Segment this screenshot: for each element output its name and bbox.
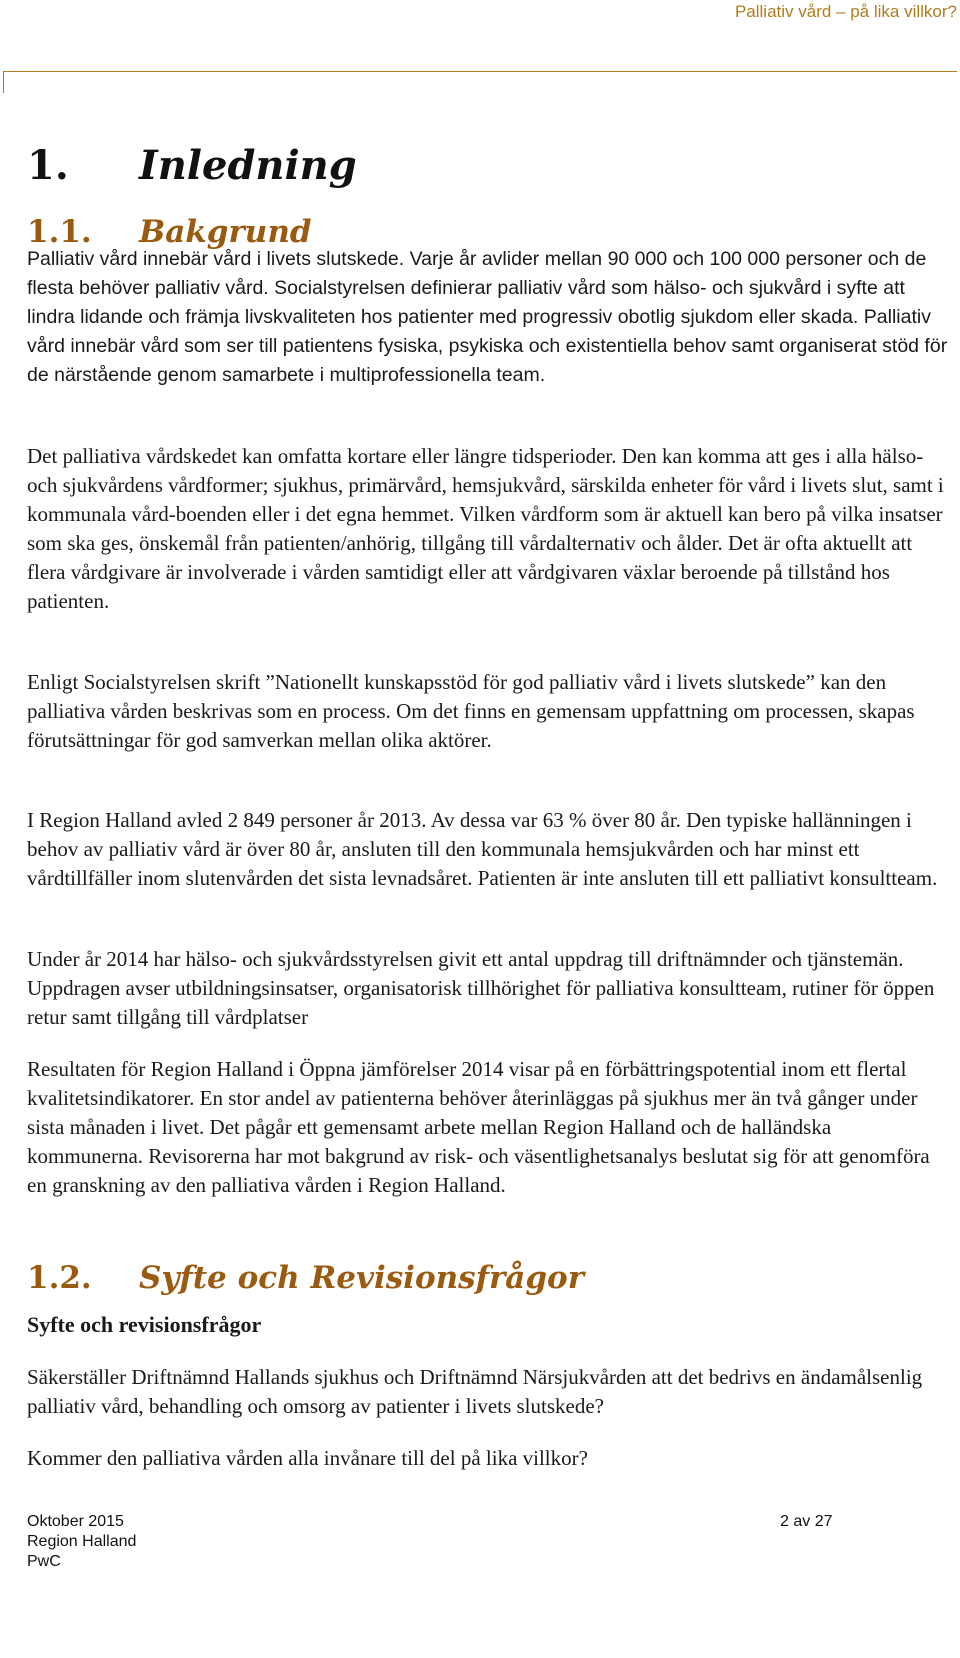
footer-date: Oktober 2015 (27, 1513, 124, 1530)
chapter-number: 1. (27, 142, 69, 189)
chapter-title: Inledning (139, 142, 357, 189)
footer-organisation: Region Halland (27, 1533, 137, 1550)
header-rule-corner (3, 71, 4, 93)
question-2: Kommer den palliativa vården alla invånare till del på lika villkor? (27, 1446, 588, 1470)
paragraph-bakgrund-1: Palliativ vård innebär vård i livets slutskede. Varje år avlider mellan 90 000 och 100 000 personer och de flesta behöver palliativ vård. Socialstyrelsen definierar palliativ vård som hälso- och sjukvård i syfte att lindra lidande och främja livskvaliteten hos patienter med progressiv obotlig sjukdom eller skada. Palliativ vård innebär vård som ser till patientens fysiska, psykiska och existentiella behov samt organiserat stöd för de närstående genom samarbete i multiprofessionella team. (27, 248, 948, 386)
footer-company: PwC (27, 1553, 61, 1570)
paragraph-bakgrund-6: Resultaten för Region Halland i Öppna jämförelser 2014 visar på en förbättringspotential inom ett flertal kvalitetsindikatorer. En stor andel av patienterna behöver återinläggas på sjukhus mer än två gånger under sista månaden i livet. Det pågår ett gemensamt arbete mellan Region Halland och de halländska kommunerna. Revisorerna har mot bakgrund av risk- och väsentlighetsanalys beslutat sig för att genomföra en granskning av den palliativa vården i Region Halland. (27, 1057, 930, 1197)
section-heading-syfte (27, 1260, 584, 1296)
header-rule (3, 71, 957, 72)
question-1: Säkerställer Driftnämnd Hallands sjukhus och Driftnämnd Närsjukvården att det bedrivs en ändamålsenlig palliativ vård, behandling och omsorg av patienter i livets slutskede? (27, 1365, 923, 1418)
paragraph-bakgrund-4: I Region Halland avled 2 849 personer år 2013. Av dessa var 63 % över 80 år. Den typiske hallänningen i behov av palliativ vård är över 80 år, ansluten till den kommunala hemsjukvården och har minst ett vårdtillfäller inom slutenvården det sista levnadsåret. Patienten är inte ansluten till ett palliativt konsultteam. (27, 808, 938, 890)
footer (27, 1512, 136, 1572)
section-title: Bakgrund (139, 214, 312, 250)
section-title: Syfte och Revisionsfrågor (139, 1260, 585, 1296)
paragraph-bakgrund-3: Enligt Socialstyrelsen skrift ”Nationellt kunskapsstöd för god palliativ vård i livets slutskede” kan den palliativa vården beskrivas som en process. Om det finns en gemensam uppfattning om processen, skapas förutsättningar för god samverkan mellan olika aktörer. (27, 670, 915, 752)
section-number: 1.2. (27, 1260, 92, 1296)
paragraph-bakgrund-2: Det palliativa vårdskedet kan omfatta kortare eller längre tidsperioder. Den kan komma att ges i alla hälso- och sjukvårdens vårdformer; sjukhus, primärvård, hemsjukvård, särskilda enheter för vård i livets slut, samt i kommunala vård-boenden eller i det egna hemmet. Vilken vårdform som är aktuell kan bero på vilka insatser som ska ges, önskemål från patienten/anhörig, tillgång till vårdalternativ och ålder. Det är ofta aktuellt att flera vårdgivare är involverade i vården samtidigt eller att vårdgivaren växlar beroende på tillstånd hos patienten. (27, 444, 944, 613)
page-number: 2 av 27 (780, 1513, 833, 1530)
subheading-syfte: Syfte och revisionsfrågor (27, 1312, 262, 1337)
paragraph-bakgrund-5: Under år 2014 har hälso- och sjukvårdsstyrelsen givit ett antal uppdrag till driftnämnder och tjänstemän. Uppdragen avser utbildningsinsatser, organisatorisk tillhörighet för palliativa konsultteam, rutiner för öppen retur samt tillgång till vårdplatser (27, 947, 935, 1029)
section-number: 1.1. (27, 214, 92, 250)
running-header: Palliativ vård – på lika villkor? (734, 2, 957, 21)
chapter-heading (27, 142, 357, 189)
